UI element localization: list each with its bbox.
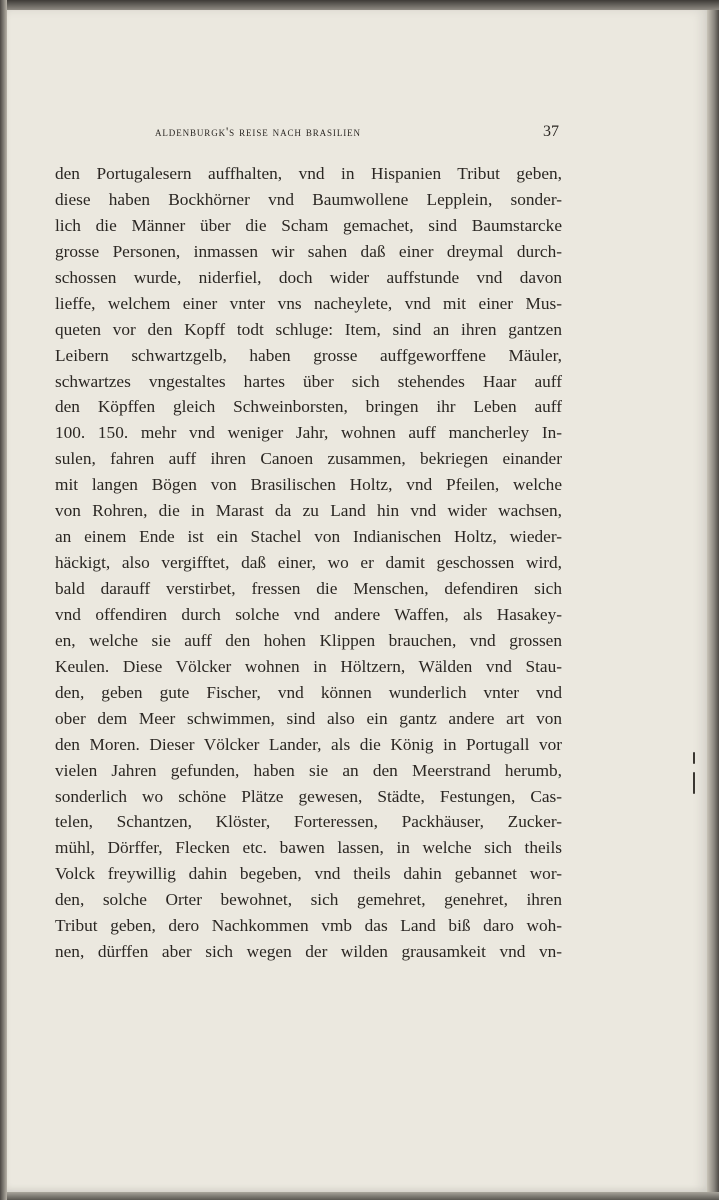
text-line: grosse Personen, inmassen wir sahen daß einer dreymal durch- — [55, 241, 562, 261]
text-line: Leibern schwartzgelb, haben grosse auffgeworffene Mäuler, — [55, 345, 562, 365]
body-text — [55, 161, 562, 965]
text-line: den, solche Orter bewohnet, sich gemehret, genehret, ihren — [55, 890, 562, 910]
text-line: mühl, Dörffer, Flecken etc. bawen lassen, in welche sich theils — [55, 838, 562, 858]
text-line: nen, dürffen aber sich wegen der wilden grausamkeit vnd vn- — [55, 942, 562, 962]
page-number: 37 — [543, 123, 559, 140]
text-line: ober dem Meer schwimmen, sind also ein gantz andere art von — [55, 708, 562, 728]
text-line: sonderlich wo schöne Plätze gewesen, Städte, Festungen, Cas- — [55, 786, 562, 806]
page-right-edge — [707, 10, 719, 1192]
text-line: Keulen. Diese Völcker wohnen in Höltzern, Wälden vnd Stau- — [55, 656, 562, 676]
text-line: häckigt, also vergifftet, daß einer, wo er damit geschossen wird, — [55, 553, 562, 573]
text-line: 100. 150. mehr vnd weniger Jahr, wohnen auff mancherley In- — [55, 423, 562, 443]
text-line: den Moren. Dieser Völcker Lander, als die König in Portugall vor — [55, 734, 562, 754]
margin-mark — [693, 752, 695, 764]
text-line: vielen Jahren gefunden, haben sie an den Meerstrand herumb, — [55, 760, 562, 780]
text-line: lich die Männer über die Scham gemachet, sind Baumstarcke — [55, 215, 562, 235]
running-title: aldenburgk's reise nach brasilien — [155, 125, 361, 139]
text-line: Volck freywillig dahin begeben, vnd theils dahin gebannet wor- — [55, 864, 562, 884]
text-line: den, geben gute Fischer, vnd können wunderlich vnter vnd — [55, 682, 562, 702]
book-page — [7, 10, 707, 1192]
text-line: den Portugalesern auffhalten, vnd in Hispanien Tribut geben, — [55, 164, 562, 183]
text-line: schwartzes vngestaltes hartes über sich stehendes Haar auff — [55, 371, 562, 391]
text-line: Tribut geben, dero Nachkommen vmb das Land biß daro woh- — [55, 916, 562, 936]
text-line: schossen wurde, niderfiel, doch wider auffstunde vnd davon — [55, 267, 562, 287]
text-line: diese haben Bockhörner vnd Baumwollene Lepplein, sonder- — [55, 189, 562, 209]
text-line: telen, Schantzen, Klöster, Forteressen, Packhäuser, Zucker- — [55, 812, 562, 832]
text-line: den Köpffen gleich Schweinborsten, bringen ihr Leben auff — [55, 397, 562, 417]
text-line: sulen, fahren auff ihren Canoen zusammen, bekriegen einander — [55, 449, 562, 469]
scan-left-edge — [0, 0, 7, 1200]
text-line: queten vor den Kopff todt schluge: Item, sind an ihren gantzen — [55, 319, 562, 339]
scan-top-edge — [0, 0, 719, 10]
text-line: bald darauff verstirbet, fressen die Menschen, defendiren sich — [55, 579, 562, 598]
text-line: vnd offendiren durch solche vnd andere Waffen, als Hasakey- — [55, 604, 562, 624]
text-line: von Rohren, die in Marast da zu Land hin vnd wider wachsen, — [55, 501, 562, 521]
text-line: an einem Ende ist ein Stachel von Indianischen Holtz, wieder- — [55, 527, 562, 547]
margin-mark — [693, 772, 695, 794]
text-line: lieffe, welchem einer vnter vns nacheylete, vnd mit einer Mus- — [55, 293, 562, 313]
page-header — [155, 125, 559, 145]
text-line: en, welche sie auff den hohen Klippen brauchen, vnd grossen — [55, 630, 562, 650]
page-bottom-edge — [7, 1192, 719, 1200]
text-line: mit langen Bögen von Brasilischen Holtz, vnd Pfeilen, welche — [55, 475, 562, 495]
